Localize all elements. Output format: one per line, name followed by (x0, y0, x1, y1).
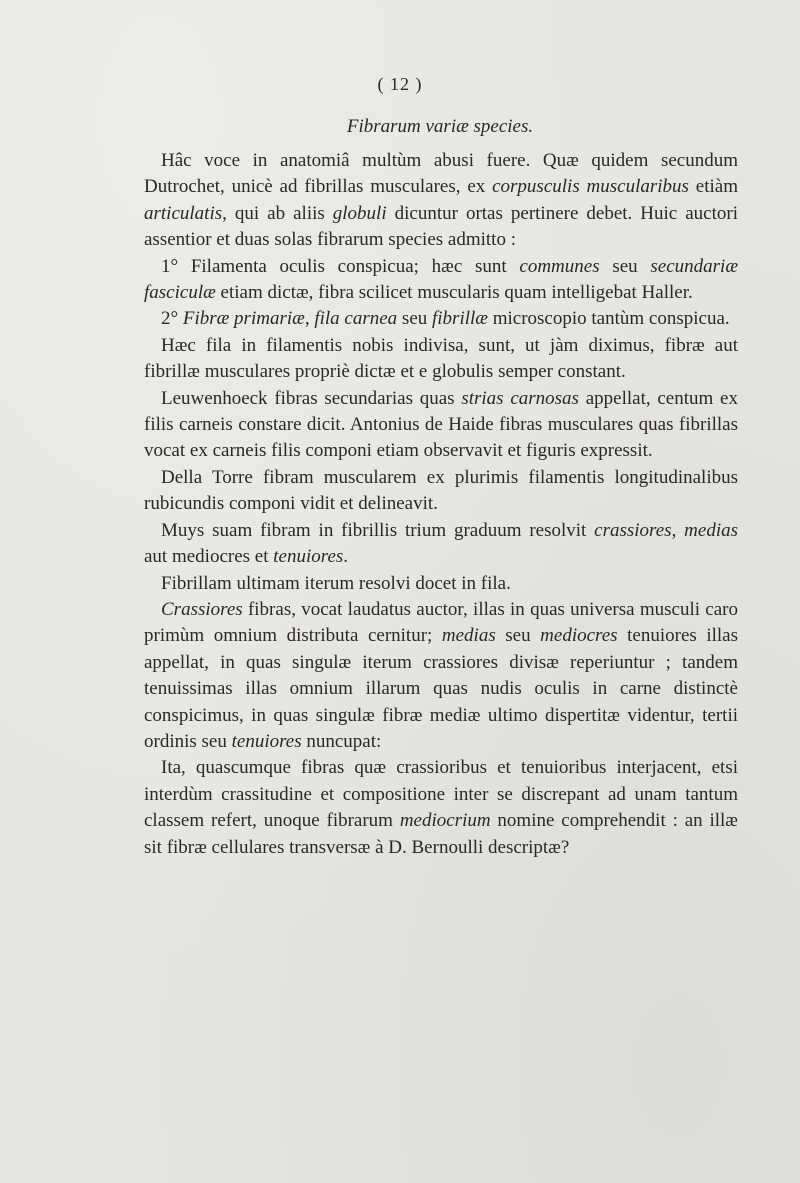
italic-text: globuli (332, 202, 387, 224)
paragraph (144, 306, 738, 332)
paragraph (144, 755, 738, 861)
text-run: Della Torre fibram muscularem ex plurimis filamentis longitudinalibus rubicundis componi vidit et delineavit. (144, 466, 738, 515)
text-run: microscopio tantùm conspicua. (487, 308, 730, 330)
italic-text: Fibræ primariæ (182, 308, 305, 330)
text-run: Hæc fila in filamentis nobis indivisa, sunt, ut jàm diximus, fibræ aut fibrillæ musculares propriè dictæ et e globulis semper constant. (144, 334, 738, 383)
italic-text: secundariæ fasciculæ (144, 255, 738, 304)
italic-text: fibrillæ (432, 308, 488, 330)
italic-text: crassiores (594, 519, 672, 541)
paragraph (144, 518, 738, 571)
italic-text: communes (519, 255, 600, 277)
text-run: 1° Filamenta oculis conspicua; hæc sunt (161, 255, 520, 277)
text-run: appellat, centum ex filis carneis constare dicit. Antonius de Haide fibras musculares quas fibrillas vocat ex carneis filis componi etiam observavit et figuris expressit. (144, 387, 738, 462)
text-run: dicuntur ortas pertinere debet. Huic auctori assentior et duas solas fibrarum species admitto : (144, 202, 738, 251)
paragraph (144, 386, 738, 465)
paragraph (144, 597, 738, 755)
italic-text: corpusculis muscularibus (492, 176, 689, 198)
text-run: nuncupat: (301, 730, 382, 752)
italic-text: tenuiores (273, 546, 344, 568)
italic-text: fila carnea (314, 308, 398, 330)
section-heading: Fibrarum variæ species. (346, 116, 534, 137)
paragraph (144, 333, 738, 386)
text-run: Leuwenhoeck fibras secundarias quas (161, 387, 462, 409)
text-run: seu (599, 255, 651, 277)
paragraph (144, 148, 738, 254)
italic-text: medias (441, 625, 496, 647)
body-text (144, 148, 738, 861)
page-number: ( 12 ) (377, 74, 423, 94)
italic-text: articulatis (144, 202, 223, 224)
italic-text: tenuiores (231, 730, 302, 752)
text-run: Fibrillam ultimam iterum resolvi docet in fila. (161, 572, 511, 594)
text-run: Ita, quascumque fibras quæ crassioribus et tenuioribus interjacent, etsi interdùm crassitudine et compositione inter se discrepant ad unam tantum classem refert, unoque fibrarum (144, 757, 738, 832)
text-run: seu (495, 625, 541, 647)
text-run: Muys suam fibram in fibrillis trium graduum resolvit (161, 519, 595, 541)
italic-text: mediocres (540, 625, 618, 647)
text-run: nomine comprehendit : an illæ sit fibræ cellulares transversæ à D. Bernoulli descriptæ? (144, 810, 738, 858)
text-run: aut mediocres et (144, 546, 274, 568)
text-run: tenuiores illas appellat, in quas singulæ iterum crassiores divisæ reperiuntur ; tandem tenuissimas illas omnium illarum quas nudis oculis in carne distinctè conspicimus, in quas singulæ fibræ mediæ ultimo dispertitæ videntur, tertii ordinis seu (144, 625, 738, 752)
text-run: 2° (161, 308, 183, 330)
text-run: , (304, 308, 315, 330)
italic-text: mediocrium (399, 810, 491, 832)
paragraph (144, 571, 738, 597)
italic-text: Crassiores (161, 598, 243, 620)
text-run: , (671, 519, 685, 541)
text-run: etiàm (688, 176, 738, 198)
paragraph (144, 254, 738, 307)
text-run: , qui ab aliis (222, 202, 333, 224)
text-run: etiam dictæ, fibra scilicet muscularis quam intelligebat Haller. (215, 282, 693, 304)
text-run: . (343, 546, 349, 568)
paragraph (144, 465, 738, 518)
text-run: Hâc voce in anatomiâ multùm abusi fuere. Quæ quidem secundum Dutrochet, unicè ad fibrillas musculares, ex (144, 150, 738, 198)
italic-text: medias (684, 519, 738, 541)
text-run: fibras, vocat laudatus auctor, illas in quas universa musculi caro primùm omnium distributa cernitur; (144, 598, 738, 647)
text-run: seu (397, 308, 432, 330)
italic-text: strias carnosas (461, 387, 579, 409)
